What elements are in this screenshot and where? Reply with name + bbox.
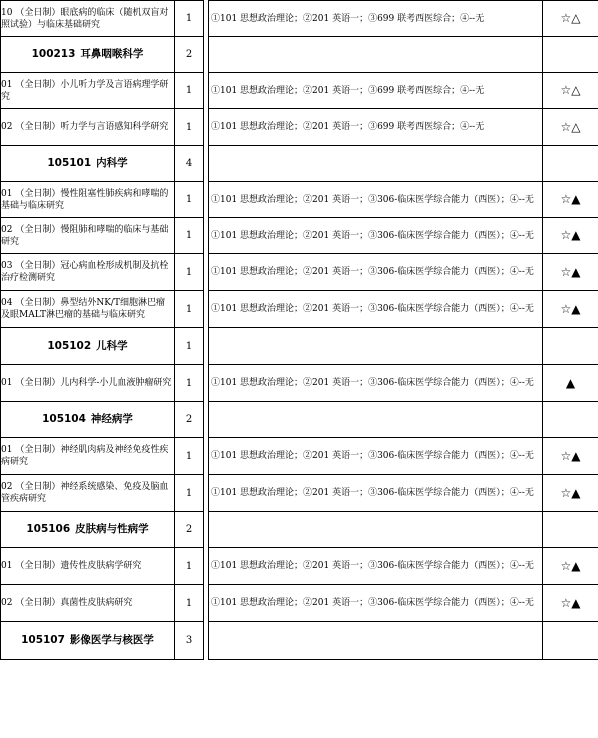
- major-code: 105106: [26, 523, 71, 535]
- enrollment-count: 1: [175, 73, 204, 109]
- exam-subjects: ①101 思想政治理论；②201 英语一；③306-临床医学综合能力（西医）；④--无: [209, 585, 543, 622]
- exam-subjects: ①101 思想政治理论；②201 英语一；③699 联考西医综合；④--无: [209, 73, 543, 109]
- exam-subjects: ①101 思想政治理论；②201 英语一；③306-临床医学综合能力（西医）；④--无: [209, 365, 543, 402]
- remark-symbols: ☆△: [543, 73, 598, 109]
- exam-subjects: ①101 思想政治理论；②201 英语一；③306-临床医学综合能力（西医）；④--无: [209, 254, 543, 291]
- enrollment-count: 2: [175, 512, 204, 548]
- exam-subjects: ①101 思想政治理论；②201 英语一；③699 联考西医综合；④--无: [209, 109, 543, 146]
- major-code: 105107: [21, 634, 65, 646]
- exam-subjects: ①101 思想政治理论；②201 英语一；③306-临床医学综合能力（西医）；④--无: [209, 182, 543, 218]
- major-row: [1, 622, 598, 660]
- enrollment-count: 1: [175, 585, 204, 622]
- research-direction: 01 （全日制）遗传性皮肤病学研究: [1, 548, 175, 585]
- exam-subjects-cell: [209, 37, 543, 73]
- direction-row: [1, 291, 598, 328]
- major-code: 105102: [47, 339, 92, 352]
- direction-row: [1, 438, 598, 475]
- major-name: 儿科学: [96, 339, 128, 352]
- major-name: 耳鼻咽喉科学: [80, 48, 144, 60]
- research-direction: 04 （全日制）鼻型结外NK/T细胞淋巴瘤及眼MALT淋巴瘤的基础与临床研究: [1, 291, 175, 328]
- major-row: [1, 37, 598, 73]
- remark-symbols: ☆▲: [543, 182, 598, 218]
- remark-symbols: ☆▲: [543, 585, 598, 622]
- major-row: [1, 402, 598, 438]
- research-direction: 01 （全日制）儿内科学-小儿血液肿瘤研究: [1, 365, 175, 402]
- direction-row: [1, 73, 598, 109]
- exam-subjects: ①101 思想政治理论；②201 英语一；③306-临床医学综合能力（西医）；④--无: [209, 291, 543, 328]
- direction-row: [1, 585, 598, 622]
- exam-subjects: ①101 思想政治理论；②201 英语一；③306-临床医学综合能力（西医）；④--无: [209, 438, 543, 475]
- remark-symbols: ☆▲: [543, 475, 598, 512]
- remark-cell: [543, 146, 598, 182]
- enrollment-count: 1: [175, 291, 204, 328]
- research-direction: 01 （全日制）神经肌肉病及神经免疫性疾病研究: [1, 438, 175, 475]
- enrollment-count: 1: [175, 475, 204, 512]
- enrollment-count: 1: [175, 438, 204, 475]
- enrollment-count: 1: [175, 365, 204, 402]
- direction-row: [1, 475, 598, 512]
- research-direction: 02 （全日制）听力学与言语感知科学研究: [1, 109, 175, 146]
- major-code: 105104: [42, 413, 86, 425]
- enrollment-count: 1: [175, 254, 204, 291]
- major-name: 神经病学: [90, 413, 133, 425]
- major-row: [1, 512, 598, 548]
- direction-row: [1, 365, 598, 402]
- exam-subjects-cell: [209, 146, 543, 182]
- enrollment-count: 3: [175, 622, 204, 660]
- remark-symbols: ☆△: [543, 1, 598, 37]
- remark-cell: [543, 512, 598, 548]
- major-name: 影像医学与核医学: [69, 634, 154, 646]
- research-direction: 02 （全日制）慢阻肺和哮喘的临床与基础研究: [1, 218, 175, 254]
- major-header-cell: [1, 512, 175, 548]
- remark-symbols: ☆▲: [543, 548, 598, 585]
- major-name: 内科学: [96, 157, 128, 169]
- major-header-cell: [1, 402, 175, 438]
- exam-subjects: ①101 思想政治理论；②201 英语一；③306-临床医学综合能力（西医）；④--无: [209, 475, 543, 512]
- enrollment-count: 1: [175, 109, 204, 146]
- enrollment-count: 1: [175, 182, 204, 218]
- exam-subjects-cell: [209, 402, 543, 438]
- major-header-cell: [1, 146, 175, 182]
- direction-row: [1, 182, 598, 218]
- research-direction: 02 （全日制）神经系统感染、免疫及脑血管疾病研究: [1, 475, 175, 512]
- research-direction: 01 （全日制）小儿听力学及言语病理学研究: [1, 73, 175, 109]
- remark-symbols: ☆▲: [543, 438, 598, 475]
- remark-cell: [543, 37, 598, 73]
- major-name: 皮肤病与性病学: [75, 523, 149, 535]
- remark-cell: [543, 402, 598, 438]
- direction-row: [1, 1, 598, 37]
- exam-subjects-cell: [209, 512, 543, 548]
- direction-row: [1, 254, 598, 291]
- enrollment-count: 2: [175, 37, 204, 73]
- direction-row: [1, 548, 598, 585]
- major-header-cell: [1, 622, 175, 660]
- major-row: [1, 146, 598, 182]
- remark-symbols: ☆▲: [543, 218, 598, 254]
- major-row: [1, 328, 598, 365]
- exam-subjects-cell: [209, 622, 543, 660]
- direction-row: [1, 109, 598, 146]
- exam-subjects: ①101 思想政治理论；②201 英语一；③306-临床医学综合能力（西医）；④--无: [209, 218, 543, 254]
- enrollment-count: 2: [175, 402, 204, 438]
- research-direction: 03 （全日制）冠心病血栓形成机制及抗栓治疗检测研究: [1, 254, 175, 291]
- direction-row: [1, 218, 598, 254]
- research-direction: 02 （全日制）真菌性皮肤病研究: [1, 585, 175, 622]
- enrollment-count: 1: [175, 218, 204, 254]
- remark-cell: [543, 622, 598, 660]
- remark-symbols: ☆▲: [543, 254, 598, 291]
- major-code: 100213: [31, 48, 76, 60]
- exam-subjects: ①101 思想政治理论；②201 英语一；③699 联考西医综合；④--无: [209, 1, 543, 37]
- enrollment-count: 1: [175, 328, 204, 365]
- research-direction: 01 （全日制）慢性阻塞性肺疾病和哮喘的基础与临床研究: [1, 182, 175, 218]
- remark-symbols: ☆▲: [543, 291, 598, 328]
- remark-symbols: ▲: [543, 365, 598, 402]
- program-table-body: [1, 1, 598, 660]
- research-direction: 10 （全日制）眼底病的临床（随机双盲对照试验）与临床基础研究: [1, 1, 175, 37]
- remark-cell: [543, 328, 598, 365]
- major-code: 105101: [47, 157, 92, 169]
- major-header-cell: [1, 328, 175, 365]
- remark-symbols: ☆△: [543, 109, 598, 146]
- exam-subjects-cell: [209, 328, 543, 365]
- enrollment-count: 1: [175, 548, 204, 585]
- enrollment-count: 1: [175, 1, 204, 37]
- major-header-cell: [1, 37, 175, 73]
- enrollment-count: 4: [175, 146, 204, 182]
- exam-subjects: ①101 思想政治理论；②201 英语一；③306-临床医学综合能力（西医）；④--无: [209, 548, 543, 585]
